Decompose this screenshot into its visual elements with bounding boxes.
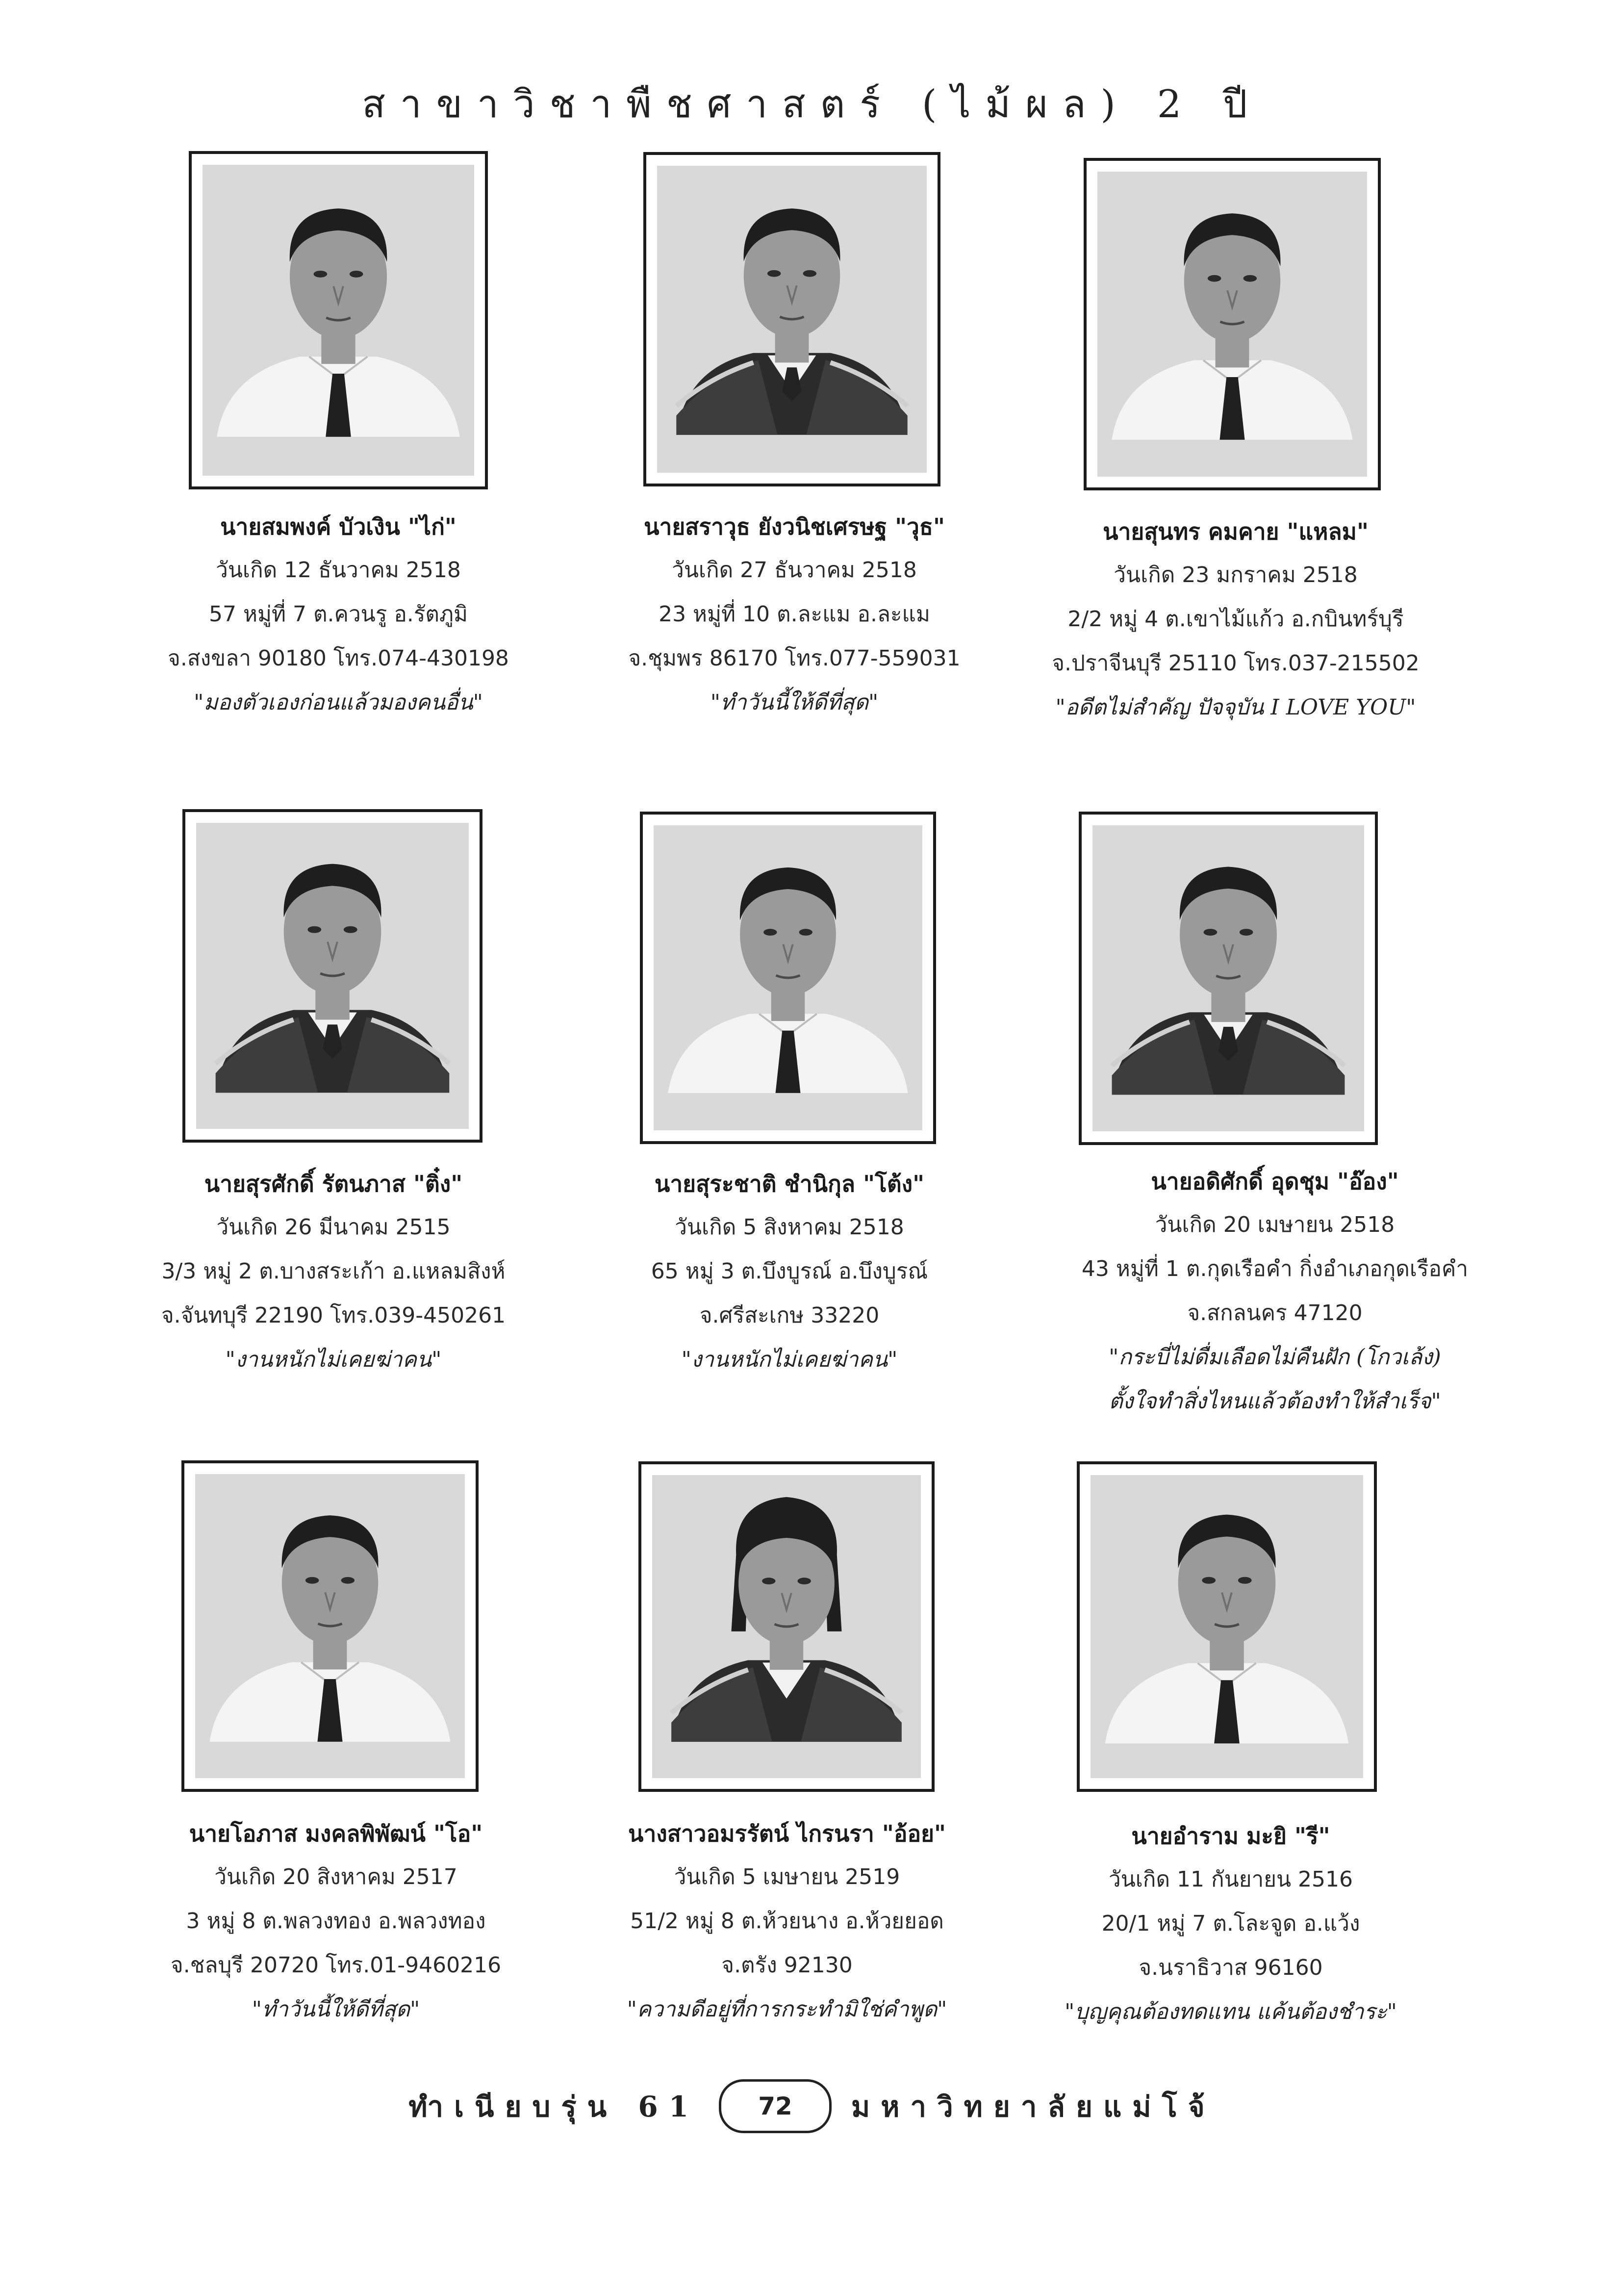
portrait-image bbox=[195, 1474, 465, 1778]
address-line: 51/2 หมู่ 8 ต.ห้วยนาง อ.ห้วยยอด bbox=[630, 1909, 944, 1934]
motto: "งานหนักไม่เคยฆ่าคน" bbox=[681, 1347, 898, 1372]
birth-date: วันเกิด 5 สิงหาคม 2518 bbox=[675, 1215, 904, 1240]
profile-info bbox=[81, 1812, 591, 2032]
person-name: นางสาวอมรรัตน์ ไกรนรา "อ้อย" bbox=[628, 1820, 946, 1847]
motto: "อดีตไม่สำคัญ ปัจจุบัน I LOVE YOU" bbox=[1055, 695, 1416, 720]
motto: "งานหนักไม่เคยฆ่าคน" bbox=[225, 1347, 442, 1372]
portrait-image bbox=[652, 1475, 921, 1778]
address-line: 2/2 หมู่ 4 ต.เขาไม้แก้ว อ.กบินทร์บุรี bbox=[1067, 607, 1404, 632]
portrait-image bbox=[1091, 1475, 1363, 1778]
motto: "ความดีอยู่ที่การกระทำมิใช่คำพูด" bbox=[627, 1997, 947, 2022]
portrait-photo bbox=[640, 812, 936, 1144]
profile-info bbox=[981, 510, 1491, 730]
address-line: 20/1 หมู่ 7 ต.โละจูด อ.แว้ง bbox=[1101, 1911, 1360, 1936]
motto-continued: ตั้งใจทำสิ่งไหนแล้วต้องทำให้สำเร็จ" bbox=[1109, 1389, 1441, 1414]
address-line: จ.สกลนคร 47120 bbox=[1187, 1300, 1363, 1326]
address-line: 57 หมู่ที่ 7 ต.ควนรู อ.รัตภูมิ bbox=[209, 602, 468, 627]
portrait-image bbox=[654, 825, 922, 1130]
person-name: นายสราวุธ ยังวนิชเศรษฐ "วุธ" bbox=[644, 513, 945, 540]
portrait-photo bbox=[643, 152, 940, 486]
address-line: จ.ศรีสะเกษ 33220 bbox=[699, 1303, 880, 1328]
address-line: 3/3 หมู่ 2 ต.บางสระเก้า อ.แหลมสิงห์ bbox=[161, 1259, 506, 1284]
profile-info bbox=[83, 505, 593, 725]
portrait-image bbox=[203, 165, 474, 476]
profile-info bbox=[78, 1162, 588, 1382]
profile-info bbox=[532, 1812, 1042, 2032]
motto: "กระบี่ไม่ดื่มเลือดไม่คืนฝัก (โกวเล้ง) bbox=[1109, 1345, 1441, 1370]
address-line: จ.ชุมพร 86170 โทร.077-559031 bbox=[628, 646, 961, 671]
person-name: นายอำราม มะยิ "รี" bbox=[1131, 1823, 1330, 1849]
address-line: จ.ปราจีนบุรี 25110 โทร.037-215502 bbox=[1052, 651, 1420, 676]
birth-date: วันเกิด 20 เมษายน 2518 bbox=[1155, 1212, 1395, 1237]
portrait-photo bbox=[1079, 812, 1378, 1145]
address-line: 3 หมู่ 8 ต.พลวงทอง อ.พลวงทอง bbox=[186, 1909, 486, 1934]
person-name: นายสุรศักดิ์ รัตนภาส "ติ๋ง" bbox=[204, 1171, 463, 1197]
portrait-photo bbox=[1077, 1461, 1377, 1792]
person-name: นายโอภาส มงคลพิพัฒน์ "โอ" bbox=[189, 1820, 483, 1847]
person-name: นายอดิศักดิ์ อุดชุม "อ๊อง" bbox=[1151, 1168, 1399, 1195]
person-name: นายสมพงค์ บัวเงิน "ไก่" bbox=[220, 513, 457, 540]
portrait-photo bbox=[638, 1461, 935, 1792]
address-line: 43 หมู่ที่ 1 ต.กุดเรือคำ กิ่งอำเภอกุดเรือคำ bbox=[1081, 1256, 1469, 1281]
portrait-image bbox=[1097, 172, 1367, 477]
portrait-image bbox=[196, 823, 469, 1129]
birth-date: วันเกิด 5 เมษายน 2519 bbox=[674, 1864, 900, 1889]
motto: "มองตัวเองก่อนแล้วมองคนอื่น" bbox=[194, 690, 483, 715]
page-footer bbox=[0, 2079, 1624, 2133]
profile-info bbox=[534, 1162, 1044, 1382]
footer-left-text: ทำเนียบรุ่น 61 bbox=[408, 2090, 700, 2123]
address-line: จ.ชลบุรี 20720 โทร.01-9460216 bbox=[170, 1953, 502, 1978]
address-line: 23 หมู่ที่ 10 ต.ละแม อ.ละแม bbox=[659, 602, 930, 627]
birth-date: วันเกิด 26 มีนาคม 2515 bbox=[216, 1215, 451, 1240]
portrait-photo bbox=[182, 809, 482, 1143]
birth-date: วันเกิด 23 มกราคม 2518 bbox=[1114, 562, 1358, 587]
address-line: จ.นราธิวาส 96160 bbox=[1139, 1955, 1323, 1980]
profile-info bbox=[976, 1160, 1574, 1424]
portrait-photo bbox=[181, 1460, 479, 1792]
address-line: จ.จันทบุรี 22190 โทร.039-450261 bbox=[161, 1303, 506, 1328]
address-line: 65 หมู่ 3 ต.บึงบูรณ์ อ.บึงบูรณ์ bbox=[651, 1259, 928, 1284]
address-line: จ.สงขลา 90180 โทร.074-430198 bbox=[168, 646, 509, 671]
person-name: นายสุนทร คมคาย "แหลม" bbox=[1103, 518, 1369, 545]
motto: "บุญคุณต้องทดแทน แค้นต้องชำระ" bbox=[1065, 1999, 1397, 2024]
portrait-image bbox=[1092, 825, 1364, 1131]
birth-date: วันเกิด 20 สิงหาคม 2517 bbox=[214, 1864, 457, 1889]
birth-date: วันเกิด 12 ธันวาคม 2518 bbox=[216, 558, 461, 583]
page-number: 72 bbox=[719, 2079, 832, 2133]
motto: "ทำวันนี้ให้ดีที่สุด" bbox=[710, 690, 879, 715]
portrait-image bbox=[657, 166, 927, 473]
address-line: จ.ตรัง 92130 bbox=[721, 1953, 853, 1978]
profile-info bbox=[976, 1814, 1486, 2034]
birth-date: วันเกิด 11 กันยายน 2516 bbox=[1108, 1867, 1353, 1892]
motto: "ทำวันนี้ให้ดีที่สุด" bbox=[252, 1997, 420, 2022]
page-title: สาขาวิชาพืชศาสตร์ (ไม้ผล) 2 ปี bbox=[362, 82, 1262, 127]
profile-info bbox=[539, 505, 1049, 725]
birth-date: วันเกิด 27 ธันวาคม 2518 bbox=[672, 558, 917, 583]
footer-right-text: มหาวิทยาลัยแม่โจ้ bbox=[851, 2090, 1216, 2123]
portrait-photo bbox=[1084, 158, 1381, 490]
person-name: นายสุระชาติ ชำนิกุล "โต้ง" bbox=[654, 1171, 925, 1197]
portrait-photo bbox=[189, 151, 488, 489]
